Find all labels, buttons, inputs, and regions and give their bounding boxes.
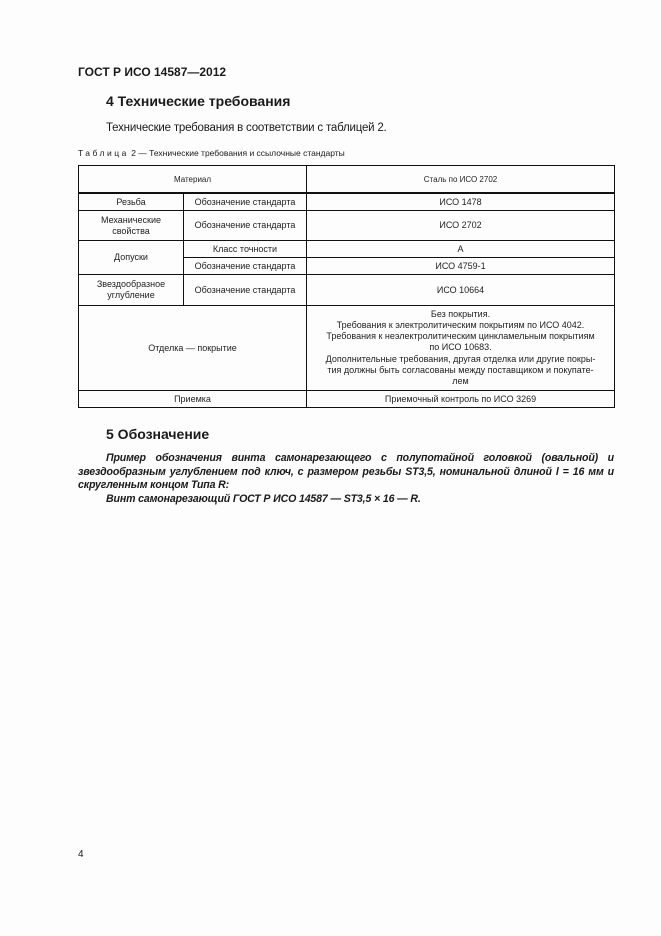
table-caption-prefix: Таблица — [78, 148, 129, 158]
finish-line: Дополнительные требования, другая отделка или другие покры- — [325, 353, 596, 364]
table-row — [79, 193, 615, 211]
row-value: ИСО 2702 — [307, 211, 615, 241]
document-code: ГОСТ Р ИСО 14587—2012 — [78, 65, 227, 79]
row-label: Допуски — [79, 241, 184, 275]
row-label: Резьба — [79, 193, 184, 211]
finish-line: Без покрытия. — [430, 308, 491, 319]
designation-text: Винт самонарезающий ГОСТ Р ИСО 14587 — ST3,5 × 16 — R. — [106, 492, 421, 505]
table-caption — [78, 148, 345, 158]
table-row — [79, 306, 615, 391]
finish-line: Требования к электролитическим покрытиям по ИСО 4042. — [336, 319, 585, 330]
row-sublabel: Обозначение стандарта — [184, 258, 307, 275]
table-row — [79, 391, 615, 408]
finish-line: Требования к неэлектролитическим цинкламельным покрытиям — [326, 331, 595, 342]
designation-example — [78, 452, 614, 493]
table-row — [79, 275, 615, 306]
section-5-body — [78, 452, 614, 506]
page-number: 4 — [78, 849, 84, 860]
row-label: Механические свойства — [79, 211, 184, 241]
row-value: ИСО 1478 — [307, 193, 615, 211]
section-4-text: Технические требования в соответствии с таблицей 2. — [106, 122, 387, 134]
row-sublabel: Класс точности — [184, 241, 307, 258]
header-material: Материал — [79, 166, 307, 194]
requirements-table — [78, 165, 615, 408]
row-value: ИСО 10664 — [307, 275, 615, 306]
row-value: Приемочный контроль по ИСО 3269 — [307, 391, 615, 408]
finish-line: лем — [452, 376, 469, 386]
row-value: ИСО 4759-1 — [307, 258, 615, 275]
table-caption-title: 2 — Технические требования и ссылочные стандарты — [128, 148, 345, 158]
table-header-row — [79, 166, 615, 194]
row-sublabel: Обозначение стандарта — [184, 193, 307, 211]
section-4-title: 4 Технические требования — [106, 93, 291, 109]
finish-line: тия должны быть согласованы между поставщиком и покупате- — [327, 364, 594, 375]
table-row — [79, 211, 615, 241]
header-steel: Сталь по ИСО 2702 — [307, 166, 615, 194]
row-label: Приемка — [79, 391, 307, 408]
row-value-finish — [307, 306, 615, 391]
row-sublabel: Обозначение стандарта — [184, 275, 307, 306]
row-sublabel: Обозначение стандарта — [184, 211, 307, 241]
row-label: Отделка — покрытие — [79, 306, 307, 391]
row-value: A — [307, 241, 615, 258]
row-label: Звездообразное углубление — [79, 275, 184, 306]
finish-line: по ИСО 10683. — [429, 342, 492, 353]
designation-line — [78, 493, 614, 507]
example-text: Пример обозначения винта самонарезающего с полупотайной головкой (овальной) и звездообразным углублением под ключ, с размером резьбы ST3,5, номинальной длиной l = 16 мм и скругленным концом Типа R: — [78, 452, 614, 492]
table-row — [79, 241, 615, 258]
section-5-title: 5 Обозначение — [106, 426, 210, 442]
